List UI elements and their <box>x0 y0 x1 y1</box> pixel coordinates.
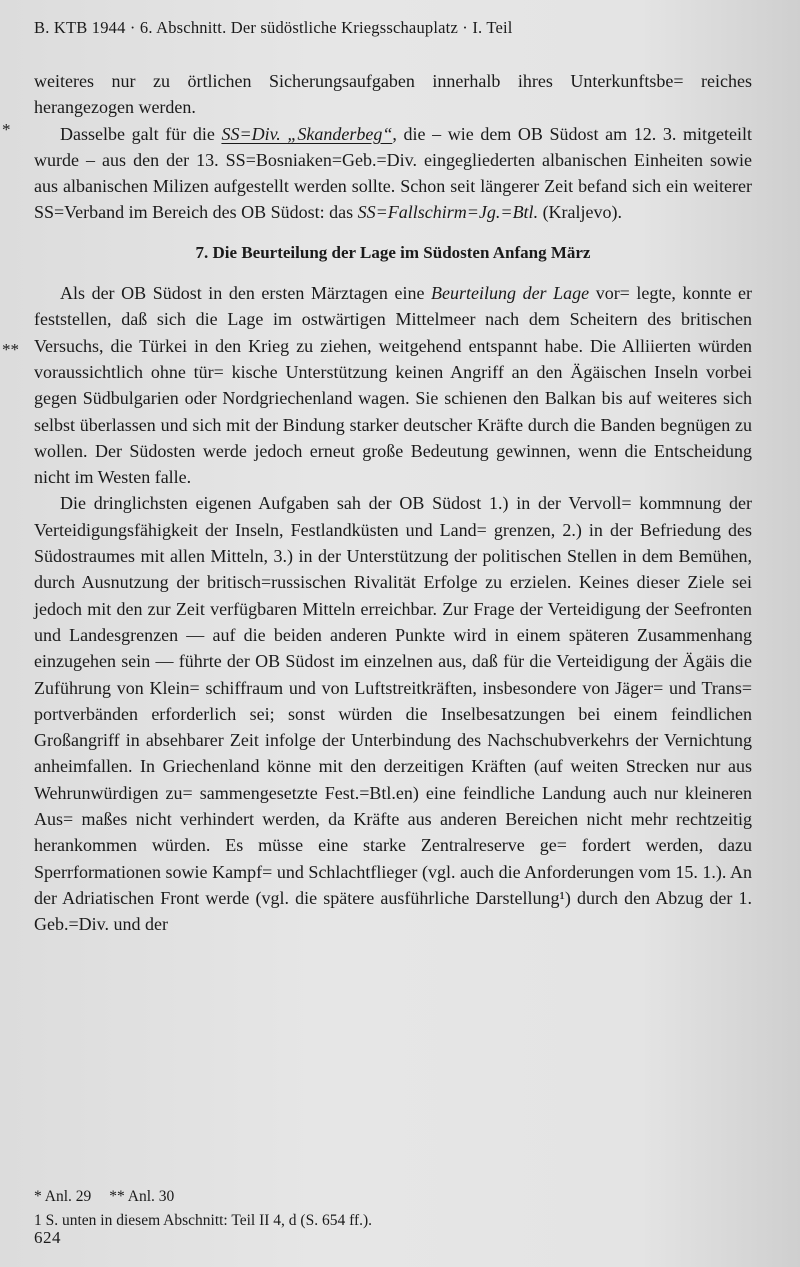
body-text <box>34 68 752 938</box>
assessment-title: Beurteilung der Lage <box>431 283 590 304</box>
paragraph-continuation: weiteres nur zu örtlichen Sicherungsaufgaben innerhalb ihres Unterkunftsbe= reiches herangezogen werden. <box>34 71 752 118</box>
footnote-anl-30: ** Anl. 30 <box>109 1188 175 1205</box>
running-head: B. KTB 1944 · 6. Abschnitt. Der südöstliche Kriegsschauplatz · I. Teil <box>34 18 513 37</box>
annex-footnotes <box>34 1185 752 1209</box>
unit-name-skanderbeg: SS=Div. „Skanderbeg“ <box>221 123 393 144</box>
p2-after: (Kraljevo). <box>538 202 623 223</box>
p3-after: vor= legte, konnte er feststellen, daß sich die Lage im ostwärtigen Mittelmeer nach dem Scheitern des britischen Versuchs, die Türkei in den Krieg zu ziehen, weitgehend entspannt habe. Die Alliierten würden voraussichtlich ohne tür= kische Unterstützung keinen Angriff an den Ägäischen Inseln vorbei gegen Südbulgarien oder Nordgriechenland wagen. Sie schienen den Balkan bis auf weiteres sich selbst überlassen und sich mit der Bindung starker deutscher Kräfte durch die Banden begnügen zu wollen. Der Südosten werde jedoch erneut große Bedeutung gewinnen, wenn die Entscheidung nicht im Westen falle. <box>34 283 752 488</box>
page-number: 624 <box>34 1228 61 1247</box>
unit-name-fallschirm: SS=Fallschirm=Jg.=Btl. <box>357 202 539 223</box>
paragraph-assessment <box>34 280 752 490</box>
annex-marker-single: * <box>2 120 11 139</box>
p2-before: Dasselbe galt für die <box>60 123 222 144</box>
section-heading: 7. Die Beurteilung der Lage im Südosten Anfang März <box>195 242 591 262</box>
footnote-anl-29: * Anl. 29 <box>34 1188 92 1205</box>
annex-marker-double: ** <box>2 340 19 359</box>
paragraph-skanderbeg <box>34 121 752 226</box>
p2-middle: , die – wie dem OB Südost am 12. 3. mitgeteilt wurde – aus den der 13. SS=Bosniaken=Geb.=Div. eingegliederten albanischen Einheiten sowie aus albanischen Milizen aufgestellt werden sollte. Schon seit längerer Zeit befand sich ein weiterer SS=Verband im Bereich des OB Südost: das <box>34 123 753 223</box>
footnotes <box>34 1185 752 1233</box>
footnote-1: 1 S. unten in diesem Abschnitt: Teil II 4, d (S. 654 ff.). <box>34 1212 373 1229</box>
paragraph-tasks: Die dringlichsten eigenen Aufgaben sah der OB Südost 1.) in der Vervoll= kommnung der Verteidigungsfähigkeit der Inseln, Festlandküsten und Land= grenzen, 2.) in der Befriedung des Südostraumes mit allen Mitteln, 3.) in der Unterstützung der politischen Stellen in dem Bemühen, durch Ausnutzung der britisch=russischen Rivalität Erfolge zu erzielen. Keines dieser Ziele sei jedoch mit den zur Zeit verfügbaren Mitteln erreichbar. Zur Frage der Verteidigung der Seefronten und Landesgrenzen — auf die beiden anderen Punkte wird in einem späteren Zusammenhang einzugehen sein — führte der OB Südost im einzelnen aus, daß für die Verteidigung der Ägäis die Zuführung von Klein= schiffraum und von Luftstreitkräften, insbesondere von Jäger= und Trans= portverbänden erforderlich sei; sonst würden die Inselbesatzungen bei einem feindlichen Großangriff in absehbarer Zeit infolge der Unterbindung des Nachschubverkehrs der Vernichtung anheimfallen. In Griechenland könne mit den derzeitigen Kräften (auf weiten Strecken nur aus Wehrunwürdigen zu= sammengesetzte Fest.=Btl.en) eine feindliche Landung auch nur kleineren Aus= maßes nicht verhindert werden, da Kräfte aus anderen Bereichen nicht mehr rechtzeitig herankommen würden. Es müsse eine starke Zentralreserve ge= fordert werden, dazu Sperrformationen sowie Kampf= und Schlachtflieger (vgl. auch die Anforderungen vom 15. 1.). An der Adriatischen Front werde (vgl. die spätere ausführliche Darstellung¹) durch den Abzug der 1. Geb.=Div. und der <box>34 493 752 935</box>
p3-before: Als der OB Südost in den ersten Märztagen eine <box>60 283 432 304</box>
